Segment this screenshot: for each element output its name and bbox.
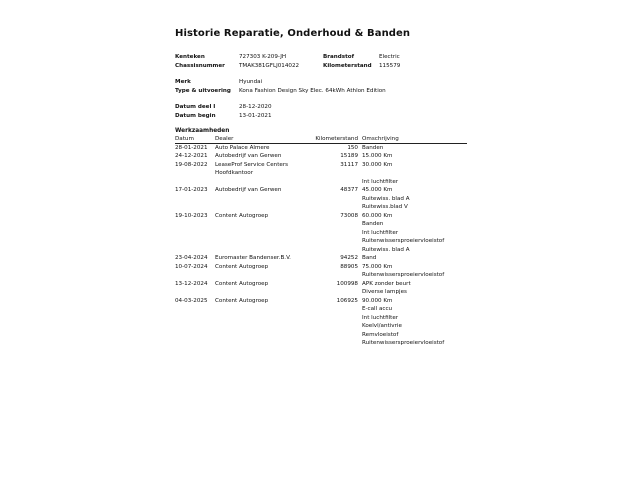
row-dealer: [215, 152, 315, 161]
omschrijving-item: Ruitewiss. blad A: [362, 195, 410, 202]
row-omschrijving: [362, 144, 465, 153]
row-dealer: [215, 280, 315, 297]
row-dealer-name: Content Autogroep: [215, 280, 269, 287]
kenteken-row: [175, 53, 467, 62]
chassis-value: TMAK381GFLJ014022: [239, 62, 300, 69]
row-kilometerstand: 15189: [340, 153, 358, 160]
header-kilometerstand: Kilometerstand: [315, 135, 358, 142]
datum-begin-value: 13-01-2021: [239, 112, 272, 119]
row-kilometerstand: 106925: [336, 297, 358, 304]
row-dealer-name: Content Autogroep: [215, 297, 269, 304]
row-datum: 24-12-2021: [175, 153, 208, 160]
row-dealer: [215, 144, 315, 153]
row-omschrijving: [362, 254, 465, 263]
row-dealer-name: LeaseProf Service Centers: [215, 161, 289, 168]
omschrijving-item: E-call accu: [362, 306, 393, 313]
merk-value: Hyundai: [239, 79, 263, 86]
omschrijving-item: Int luchtfilter: [362, 178, 399, 185]
row-datum: 17-01-2023: [175, 187, 208, 194]
type-row: [175, 87, 467, 96]
omschrijving-item: Ruitenwissersproeiervloeistof: [362, 272, 445, 279]
row-datum: 10-07-2024: [175, 263, 208, 270]
type-label: Type & uitvoering: [175, 87, 231, 94]
omschrijving-item: [362, 169, 465, 178]
row-kilometerstand: 94252: [340, 255, 358, 262]
row-dealer-name: Content Autogroep: [215, 263, 269, 270]
table-row: [175, 280, 467, 297]
row-dealer-name: Autobedrijf van Gerwen: [215, 187, 282, 194]
omschrijving-item: Remvloeistof: [362, 331, 399, 338]
row-kilometerstand: 73008: [340, 212, 358, 219]
row-kilometerstand: 88905: [340, 263, 358, 270]
row-kilometerstand: 31117: [340, 161, 358, 168]
row-dealer: [215, 263, 315, 280]
omschrijving-item: 60.000 Km: [362, 212, 393, 219]
omschrijving-item: 30.000 Km: [362, 161, 393, 168]
omschrijving-item: APK zonder beurt: [362, 280, 411, 287]
table-row: [175, 212, 467, 255]
omschrijving-item: 45.000 Km: [362, 187, 393, 194]
row-dealer-name-line2: Hoofdkantoor: [215, 169, 254, 176]
kilometerstand-label: Kilometerstand: [323, 62, 372, 69]
table-body: [175, 144, 467, 348]
row-dealer: [215, 297, 315, 348]
row-omschrijving: [362, 161, 465, 187]
brandstof-value: Electric: [379, 54, 400, 60]
row-datum: 19-08-2022: [175, 161, 208, 168]
row-omschrijving: [362, 263, 465, 280]
kenteken-label: Kenteken: [175, 54, 205, 60]
datum-deel-row: [175, 103, 467, 112]
row-dealer-name: Content Autogroep: [215, 212, 269, 219]
table-row: [175, 152, 467, 161]
table-row: [175, 186, 467, 212]
row-dealer: [215, 254, 315, 263]
omschrijving-item: 75.000 Km: [362, 263, 393, 270]
werkzaamheden-heading: Werkzaamheden: [175, 127, 230, 134]
row-datum: 23-04-2024: [175, 255, 208, 262]
page-title: Historie Reparatie, Onderhoud & Banden: [175, 28, 411, 39]
row-dealer-name: Autobedrijf van Gerwen: [215, 153, 282, 160]
row-omschrijving: [362, 280, 465, 297]
row-dealer: [215, 161, 315, 187]
table-header: [175, 135, 467, 144]
chassis-label: Chassisnummer: [175, 62, 225, 69]
row-omschrijving: [362, 212, 465, 255]
datum-deel-label: Datum deel I: [175, 104, 216, 111]
werkzaamheden-table: [175, 135, 467, 348]
omschrijving-item: Int luchtfilter: [362, 229, 399, 236]
brandstof-label: Brandstof: [323, 54, 355, 60]
type-value: Kona Fashion Design Sky Elec. 64kWh Athlon Edition: [239, 87, 386, 94]
document: [175, 28, 467, 348]
row-datum: 28-01-2021: [175, 144, 208, 151]
omschrijving-item: Ruitenwissersproeiervloeistof: [362, 238, 445, 245]
row-omschrijving: [362, 152, 465, 161]
omschrijving-item: Ruitewiss.blad V: [362, 204, 408, 211]
row-datum: 19-10-2023: [175, 212, 208, 219]
omschrijving-item: Banden: [362, 221, 384, 228]
table-row: [175, 297, 467, 348]
row-kilometerstand: 100998: [336, 280, 358, 287]
kenteken-value: 727303 K-209-JH: [239, 54, 287, 60]
row-omschrijving: [362, 186, 465, 212]
table-row: [175, 161, 467, 187]
omschrijving-item: Ruitenwissersproeiervloeistof: [362, 340, 445, 347]
header-omschrijving: Omschrijving: [362, 135, 399, 142]
table-row: [175, 254, 467, 263]
header-datum: Datum: [175, 135, 194, 142]
datum-begin-label: Datum begin: [175, 112, 216, 119]
omschrijving-item: Ruitewiss. blad A: [362, 246, 410, 253]
datum-begin-row: [175, 112, 467, 121]
row-dealer: [215, 186, 315, 212]
row-kilometerstand: 150: [347, 144, 358, 151]
chassis-row: [175, 62, 467, 71]
row-datum: 04-03-2025: [175, 297, 208, 304]
header-dealer: Dealer: [215, 135, 234, 142]
table-row: [175, 144, 467, 153]
row-datum: 13-12-2024: [175, 280, 208, 287]
row-dealer: [215, 212, 315, 255]
table-row: [175, 263, 467, 280]
kilometerstand-value: 115579: [379, 62, 401, 69]
omschrijving-item: Diverse lampjes: [362, 289, 407, 296]
row-omschrijving: [362, 297, 465, 348]
omschrijving-item: Band: [362, 255, 377, 262]
omschrijving-item: 15.000 Km: [362, 153, 393, 160]
row-dealer-name: Euromaster Bandenser.B.V.: [215, 255, 291, 262]
datum-deel-value: 28-12-2020: [239, 104, 272, 111]
omschrijving-item: Koelvl/antivrie: [362, 323, 402, 330]
row-dealer-name: Auto Palace Almere: [215, 144, 270, 151]
merk-label: Merk: [175, 79, 191, 86]
omschrijving-item: Banden: [362, 144, 384, 151]
row-kilometerstand: 48377: [340, 187, 358, 194]
merk-row: [175, 78, 467, 87]
omschrijving-item: Int luchtfilter: [362, 314, 399, 321]
omschrijving-item: 90.000 Km: [362, 297, 393, 304]
